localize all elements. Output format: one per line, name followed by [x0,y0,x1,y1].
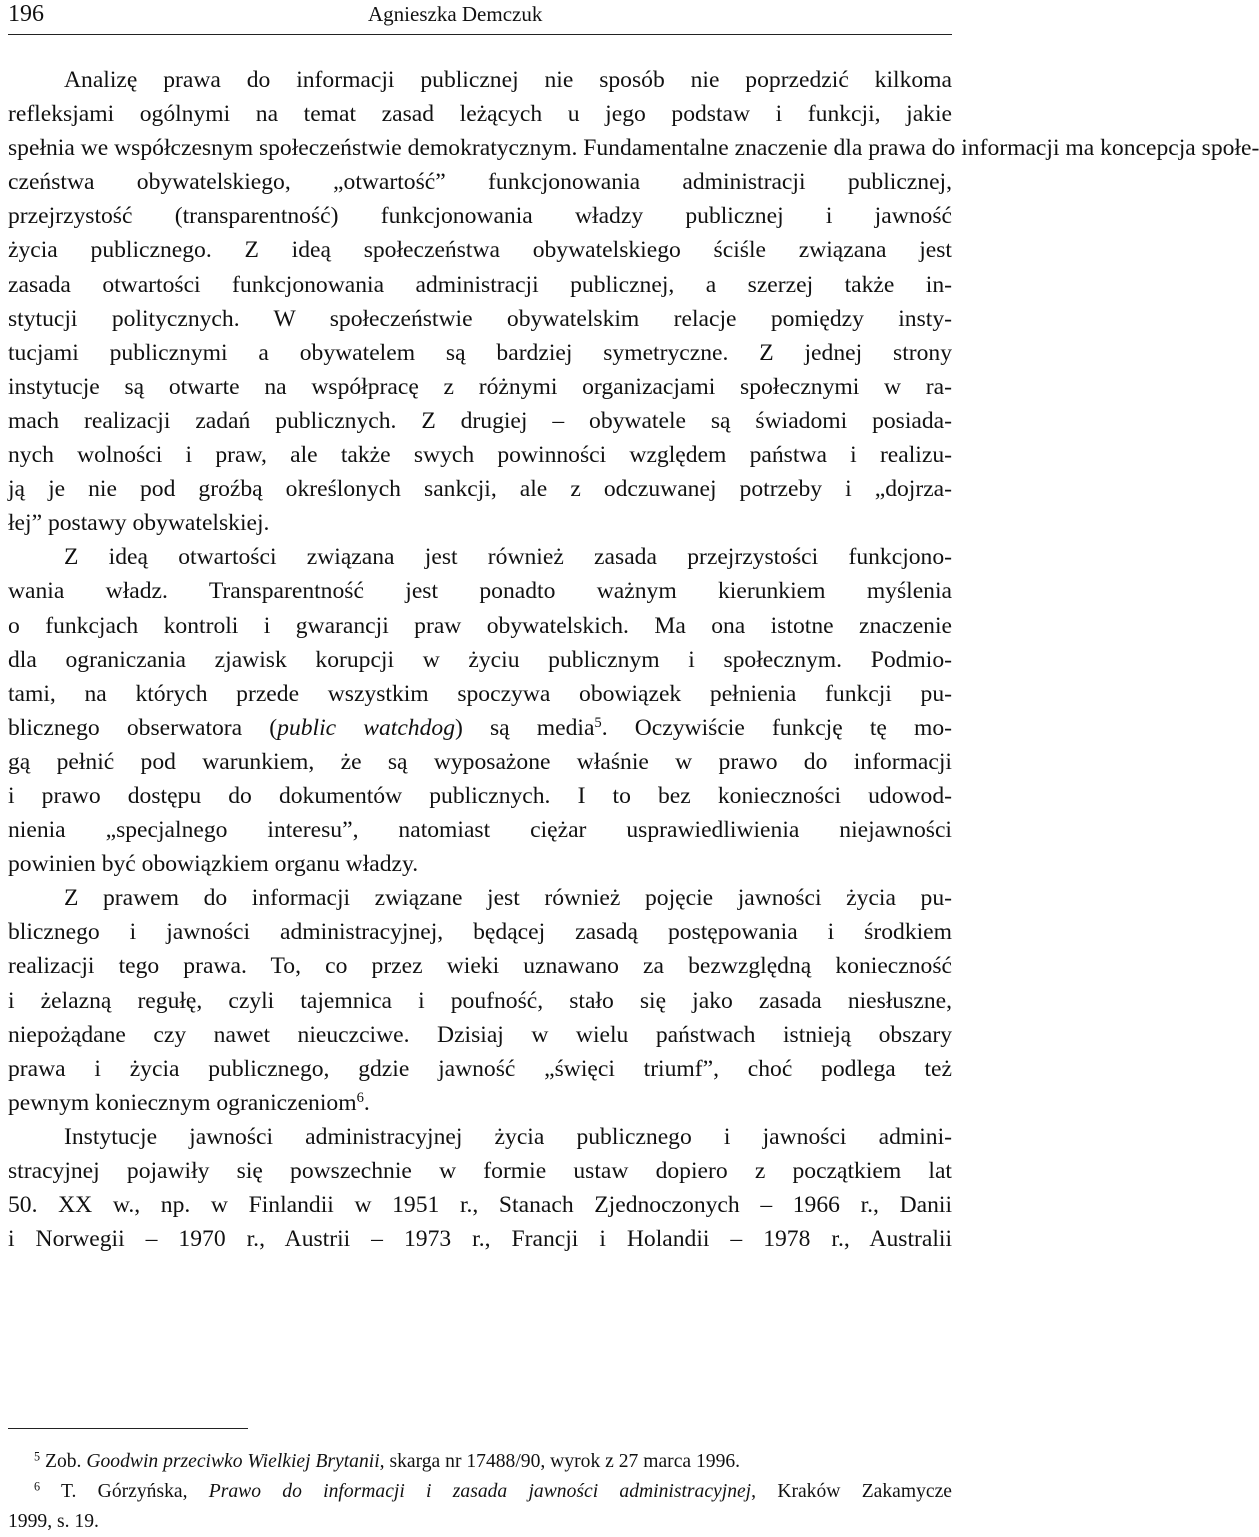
text-line: dla ograniczania zjawisk korupcji w życiu publicznym i społecznym. Podmio- [8,646,952,673]
text-line: o funkcjach kontroli i gwarancji praw obywatelskich. Ma ona istotne znaczenie [8,612,952,639]
text-line: 50. XX w., np. w Finlandii w 1951 r., Stanach Zjednoczonych – 1966 r., Danii [8,1192,952,1219]
text-line: tami, na których przede wszystkim spoczywa obowiązek pełnienia funkcji pu- [8,680,952,707]
footnote-number: 6 [34,1479,41,1494]
text-line: powinien być obowiązkiem organu władzy. [8,851,419,878]
text-line: nych wolności i praw, ale także swych powinności względem państwa i realizu- [8,442,952,469]
text-run: ) są media [455,714,595,741]
text-line: ją je nie pod groźbą określonych sankcji, ale z odczuwanej potrzeby i „dojrza- [8,476,952,503]
text-line: i Norwegii – 1970 r., Austrii – 1973 r., Francji i Holandii – 1978 r., Australii [8,1226,952,1253]
emphasis-text: public watchdog [277,714,455,741]
body-text [8,63,1259,1256]
text-run: . [363,1089,370,1116]
text-line: tucjami publicznymi a obywatelem są bardziej symetryczne. Z jednej strony [8,339,952,366]
text-line: wania władz. Transparentność jest ponadto ważnym kierunkiem myślenia [8,578,952,605]
text-run: blicznego obserwatora ( [8,714,278,741]
text-line: Analizę prawa do informacji publicznej nie sposób nie poprzedzić kilkoma [64,67,952,93]
footnote-5 [8,1447,952,1477]
text-line: nienia „specjalnego interesu”, natomiast ciężar usprawiedliwienia niejawności [8,817,952,844]
text-line: Instytucje jawności administracyjnej życia publicznego i jawności admini- [64,1123,952,1150]
text-line: realizacji tego prawa. To, co przez wieki uznawano za bezwzględną konieczność [8,953,952,980]
text-line: Z prawem do informacji związane jest również pojęcie jawności życia pu- [64,885,952,912]
running-head: Agnieszka Demczuk [368,2,543,26]
text-line: gą pełnić pod warunkiem, że są wyposażone właśnie w prawo do informacji [8,748,952,775]
footnote-6-continuation: 1999, s. 19. [8,1511,99,1532]
text-line: niepożądane czy nawet nieuczciwe. Dzisiaj w wielu państwach istnieją obszary [8,1021,952,1048]
footnote-ref[interactable]: 5 [594,714,602,731]
text-run: . Oczywiście funkcję tę mo- [601,714,952,741]
text-line: Z ideą otwartości związana jest również zasada przejrzystości funkcjono- [64,544,952,571]
text-line: stracyjnej pojawiły się powszechnie w formie ustaw dopiero z początkiem lat [8,1158,952,1184]
text-line: spełnia we współczesnym społeczeństwie demokratycznym. Fundamentalne znaczenie dla prawa do informacji ma koncepcja społe- [8,135,1259,162]
text-line: i prawo dostępu do dokumentów publicznych. I to bez konieczności udowod- [8,782,952,809]
footnote-title: Goodwin przeciwko Wielkiej Brytanii, [86,1451,385,1472]
text-line: mach realizacji zadań publicznych. Z drugiej – obywatele są świadomi posiada- [8,407,952,434]
text-line: życia publicznego. Z ideą społeczeństwa obywatelskiego ściśle związana jest [8,237,952,264]
text-run: pewnym koniecznym ograniczeniom [8,1089,357,1116]
text-line: zasada otwartości funkcjonowania administracji publicznej, a szerzej także in- [8,271,952,298]
text-line: prawa i życia publicznego, gdzie jawność „święci triumf”, choć podlega też [8,1055,952,1082]
footnote-ref[interactable]: 6 [356,1089,364,1106]
text-line: refleksjami ogólnymi na temat zasad leżących u jego podstaw i funkcji, jakie [8,101,952,128]
text-line: stytucji politycznych. W społeczeństwie obywatelskim relacje pomiędzy insty- [8,305,952,332]
header-rule [8,34,952,35]
text-line: łej” postawy obywatelskiej. [8,510,270,537]
page-header [8,0,952,34]
footnote-text: Zob. [44,1451,87,1472]
footnote-title: Prawo do informacji i zasada jawności administracyjnej [208,1481,752,1502]
text-line: przejrzystość (transparentność) funkcjonowania władzy publicznej i jawność [8,203,952,230]
page-number: 196 [8,1,44,27]
footnote-separator [8,1428,248,1429]
footnote-text: , Kraków Zakamycze [751,1481,952,1502]
footnote-number: 5 [34,1449,41,1464]
text-line: czeństwa obywatelskiego, „otwartość” funkcjonowania administracji publicznej, [8,169,952,196]
text-line [8,1086,952,1120]
footnote-text: T. Górzyńska, [61,1481,209,1502]
text-line: i żelazną regułę, czyli tajemnica i poufność, stało się jako zasada niesłuszne, [8,987,952,1014]
text-line: instytucje są otwarte na współpracę z różnymi organizacjami społecznymi w ra- [8,373,952,400]
text-line [8,711,952,745]
footnotes [8,1447,952,1537]
footnote-text: skarga nr 17488/90, wyrok z 27 marca 1996. [384,1451,741,1472]
text-line: blicznego i jawności administracyjnej, będącej zasadą postępowania i środkiem [8,919,952,946]
footnote-6 [8,1477,952,1507]
